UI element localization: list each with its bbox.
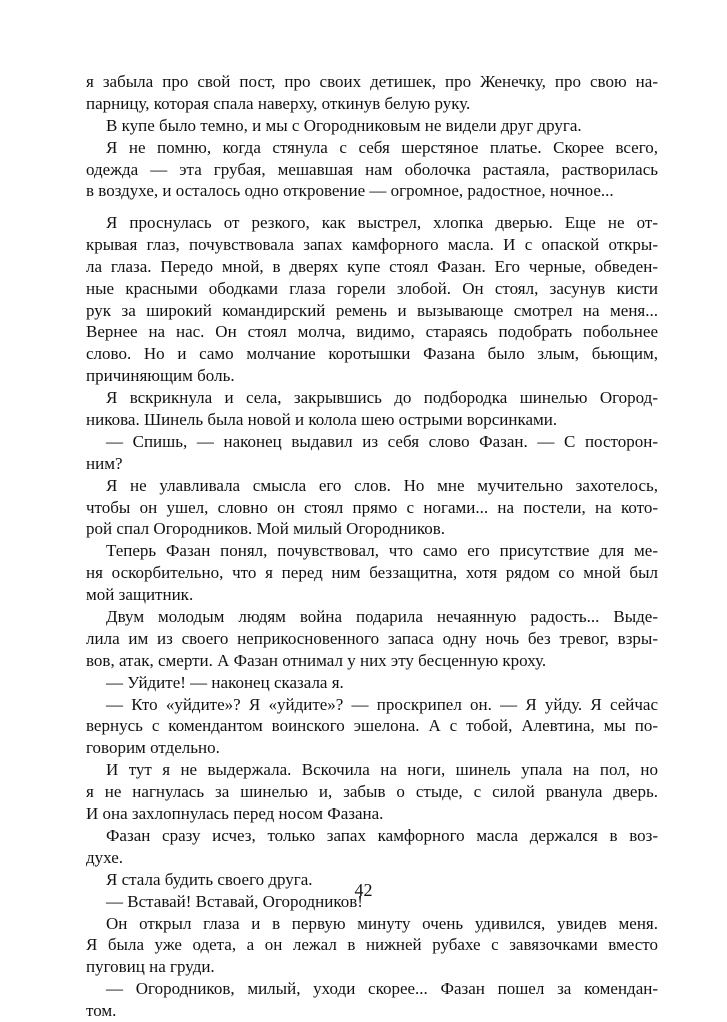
text-line: крывая глаз, почувствовала запах камфорного масла. И с опаской откры- <box>86 234 658 254</box>
text-line: мой защитник. <box>86 585 194 605</box>
text-line: — Уйдите! — наконец сказала я. <box>106 672 344 692</box>
text-line: — Огородников, милый, уходи скорее... Фазан пошел за комендан- <box>106 979 658 999</box>
text-line: Я была уже одета, а он лежал в нижней рубахе с завязочками вместо <box>86 935 658 955</box>
paragraph <box>86 212 658 387</box>
text-line: вернусь с комендантом воинского эшелона. А с тобой, Алевтина, мы по- <box>86 716 658 736</box>
text-line: в воздухе, и осталось одно откровение — огромное, радостное, ночное... <box>86 181 614 201</box>
text-line: — Вставай! Вставай, Огородников! <box>106 891 363 911</box>
paragraph <box>86 913 658 979</box>
text-line: духе. <box>86 847 124 867</box>
text-line: — Спишь, — наконец выдавил из себя слово Фазан. — С посторон- <box>106 431 658 451</box>
text-line: Вернее на нас. Он стоял молча, видимо, стараясь подобрать побольнее <box>86 322 658 342</box>
text-line: вов, атак, смерти. А Фазан отнимал у них эту бесценную кроху. <box>86 650 547 670</box>
text-line: Я не помню, когда стянула с себя шерстяное платье. Скорее всего, <box>106 137 658 157</box>
text-line: И она захлопнулась перед носом Фазана. <box>86 804 384 824</box>
text-line: Он открыл глаза и в первую минуту очень удивился, увидев меня. <box>106 913 658 933</box>
paragraph <box>86 694 658 760</box>
text-line: Двум молодым людям война подарила нечаянную радость... Выде- <box>106 607 658 627</box>
page-number: 42 <box>354 880 373 900</box>
paragraph <box>86 672 658 694</box>
text-line: пуговиц на груди. <box>86 957 215 977</box>
paragraph <box>86 137 658 203</box>
text-line: никова. Шинель была новой и колола шею острыми ворсинками. <box>86 410 558 430</box>
text-line: парницу, которая спала наверху, откинув белую руку. <box>86 93 471 113</box>
text-line: говорим отдельно. <box>86 738 220 758</box>
text-line: Теперь Фазан понял, почувствовал, что само его присутствие для ме- <box>106 541 658 561</box>
text-line: В купе было темно, и мы с Огородниковым не видели друг друга. <box>106 115 582 135</box>
text-line: Я вскрикнула и села, закрывшись до подбородка шинелью Огород- <box>106 388 658 408</box>
paragraph <box>86 825 658 869</box>
paragraph <box>86 387 658 431</box>
text-line: слово. Но и само молчание коротышки Фазана было злым, бьющим, <box>86 344 658 364</box>
text-line: ные красными ободками глаза горели злобой. Он стоял, засунув кисти <box>86 278 658 298</box>
text-line: том. <box>86 1001 117 1021</box>
text-line: Я проснулась от резкого, как выстрел, хлопка дверью. Еще не от- <box>106 213 658 232</box>
text-line: одежда — эта грубая, мешавшая нам оболочка растаяла, растворилась <box>86 159 658 179</box>
paragraph <box>86 431 658 475</box>
text-line: Я стала будить своего друга. <box>106 869 313 889</box>
paragraph <box>86 978 658 1022</box>
text-line: причиняющим боль. <box>86 366 235 386</box>
text-line: И тут я не выдержала. Вскочила на ноги, шинель упала на пол, но <box>106 760 658 780</box>
text-line: рой спал Огородников. Мой милый Огородников. <box>86 519 446 539</box>
paragraph <box>86 115 658 137</box>
paragraph <box>86 606 658 672</box>
text-line: Я не улавливала смысла его слов. Но мне мучительно захотелось, <box>106 475 658 495</box>
text-line: — Кто «уйдите»? Я «уйдите»? — проскрипел он. — Я уйду. Я сейчас <box>106 694 658 714</box>
paragraph <box>86 475 658 541</box>
text-line: чтобы он ушел, словно он стоял прямо с ногами... на постели, на кото- <box>86 497 658 517</box>
text-line: я не нагнулась за шинелью и, забыв о стыде, с силой рванула дверь. <box>86 782 658 802</box>
text-line: Фазан сразу исчез, только запах камфорного масла держался в воз- <box>106 825 658 845</box>
paragraph <box>86 759 658 825</box>
text-line: ла глаза. Передо мной, в дверях купе стоял Фазан. Его черные, обведен- <box>86 256 658 276</box>
text-line: ня оскорбительно, что я перед ним беззащитна, хотя рядом со мной был <box>86 563 658 583</box>
paragraph <box>86 71 658 115</box>
text-block-top <box>86 71 658 202</box>
text-line: лила им из своего неприкосновенного запаса одну ночь без тревог, взры- <box>86 628 658 648</box>
paragraph <box>86 540 658 606</box>
text-line: ним? <box>86 453 123 473</box>
text-line: рук за широкий командирский ремень и вызывающе смотрел на меня... <box>86 300 658 320</box>
text-line: я забыла про свой пост, про своих детишек, про Женечку, про свою на- <box>86 72 658 91</box>
